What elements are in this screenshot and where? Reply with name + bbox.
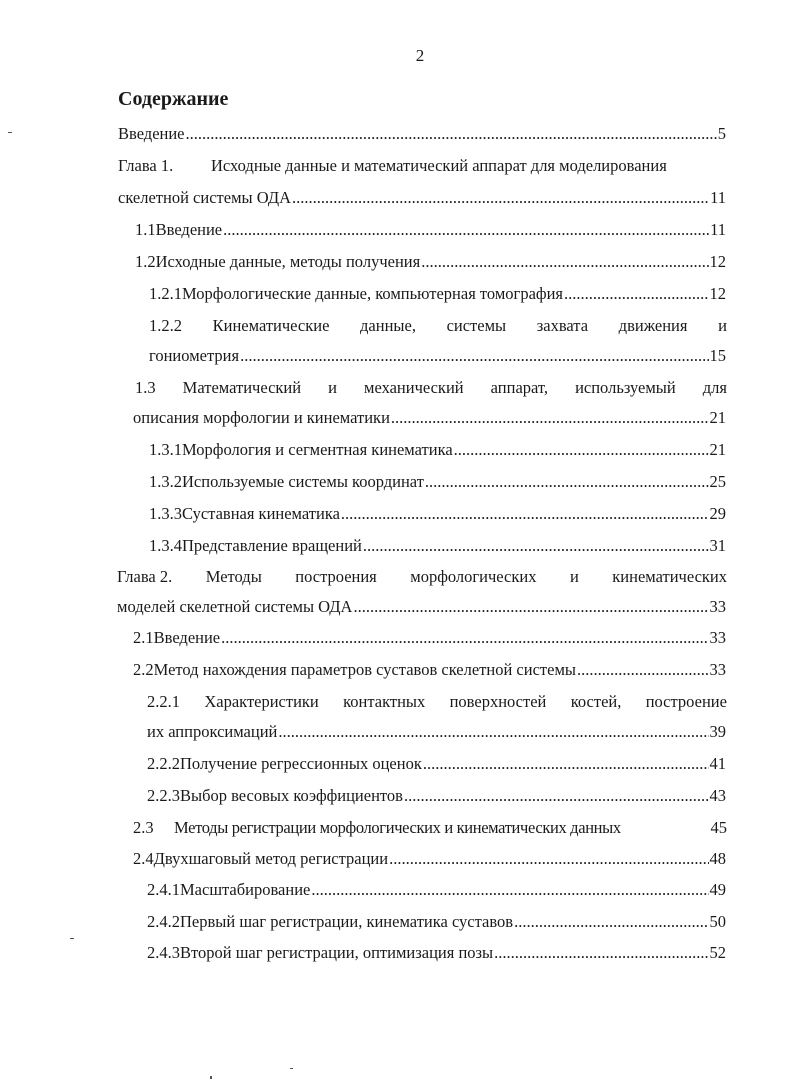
toc-entry-text: Введение <box>155 220 223 239</box>
page-number: 2 <box>415 46 425 65</box>
toc-entry-number: 1.2 <box>135 252 156 271</box>
leader-dots <box>341 504 709 524</box>
toc-entry-number: Глава 1. <box>118 156 174 175</box>
toc-entry-number: 2.4.1 <box>147 880 180 899</box>
toc-entry-page: 31 <box>709 536 726 555</box>
toc-entry-number: 1.3.2 <box>149 472 182 491</box>
leader-dots <box>186 124 717 144</box>
toc-word: захвата <box>536 316 589 335</box>
toc-entry-page: 50 <box>709 912 726 931</box>
scan-speck <box>70 938 74 939</box>
toc-entry-2-2-3 <box>147 786 726 806</box>
toc-entry-text: Двухшаговый метод регистрации <box>153 849 389 868</box>
toc-word: системы <box>446 316 507 335</box>
toc-entry-1-1 <box>135 220 726 240</box>
toc-entry-text: Суставная кинематика <box>182 504 340 523</box>
toc-entry-number: 2.2.1 <box>147 692 180 711</box>
toc-word: морфологических <box>410 567 537 586</box>
leader-dots <box>278 722 708 742</box>
toc-entry-text: описания морфологии и кинематики <box>133 408 390 427</box>
toc-entry-2-4-3 <box>147 943 726 963</box>
leader-dots <box>454 440 709 460</box>
toc-entry-page: 11 <box>710 188 726 207</box>
toc-entry-text: Получение регрессионных оценок <box>180 754 422 773</box>
toc-entry-text: Методы регистрации морфологических и кинематических данных <box>174 818 621 837</box>
toc-entry-1-3-line1 <box>135 378 727 398</box>
toc-entry-page: 21 <box>709 440 726 459</box>
toc-entry-text: Введение <box>153 628 221 647</box>
leader-dots <box>494 943 708 963</box>
toc-word: кинематических <box>612 567 727 586</box>
leader-dots <box>311 880 708 900</box>
toc-word: Методы <box>205 567 262 586</box>
toc-title: Содержание <box>118 88 229 110</box>
toc-word: для <box>702 378 727 397</box>
toc-entry-text: моделей скелетной системы ОДА <box>117 597 353 616</box>
toc-entry-2-3 <box>133 818 727 838</box>
toc-entry-2-4-2 <box>147 912 726 932</box>
toc-entry-text: Морфологические данные, компьютерная томография <box>182 284 563 303</box>
toc-entry-page: 33 <box>709 660 726 679</box>
toc-word: Характеристики <box>204 692 319 711</box>
toc-entry-number: 2.2.2 <box>147 754 180 773</box>
toc-word: построения <box>295 567 377 586</box>
toc-word: и <box>718 316 727 335</box>
leader-dots <box>425 472 709 492</box>
toc-entry-text: Представление вращений <box>182 536 362 555</box>
toc-entry-page: 15 <box>709 346 726 365</box>
toc-entry-text: Исходные данные и математический аппарат для моделирования <box>211 156 667 175</box>
toc-entry-number: 2.4 <box>133 849 154 868</box>
toc-entry-page: 12 <box>709 252 726 271</box>
toc-entry-number: 1.3.4 <box>149 536 182 555</box>
toc-word: Математический <box>182 378 302 397</box>
toc-word: построение <box>645 692 727 711</box>
toc-entry-page: 5 <box>717 124 726 143</box>
toc-word: механический <box>364 378 464 397</box>
toc-word: аппарат, <box>490 378 549 397</box>
toc-entry-text: Масштабирование <box>180 880 311 899</box>
leader-dots <box>292 188 709 208</box>
toc-word: движения <box>618 316 688 335</box>
toc-entry-page: 48 <box>709 849 726 868</box>
toc-entry-2-2-1-line2 <box>147 722 726 742</box>
toc-entry-number: 2.2 <box>133 660 154 679</box>
toc-entry-page: 29 <box>709 504 726 523</box>
leader-dots <box>223 220 709 240</box>
toc-entry-1-2 <box>135 252 726 272</box>
toc-entry-number: 2.3 <box>133 818 154 837</box>
scan-speck <box>290 1068 293 1069</box>
leader-dots <box>421 252 708 272</box>
toc-word: данные, <box>360 316 416 335</box>
toc-entry-text: Второй шаг регистрации, оптимизация позы <box>180 943 494 962</box>
toc-entry-page: 41 <box>709 754 726 773</box>
toc-entry-2-2 <box>133 660 726 680</box>
toc-entry-number: 2.4.3 <box>147 943 180 962</box>
leader-dots <box>404 786 709 806</box>
toc-entry-page: 21 <box>709 408 726 427</box>
toc-entry-page: 33 <box>709 597 726 616</box>
toc-entry-2-2-1-line1 <box>147 692 727 712</box>
toc-word: костей, <box>570 692 622 711</box>
toc-word: поверхностей <box>449 692 547 711</box>
leader-dots <box>514 912 708 932</box>
toc-entry-text: Морфология и сегментная кинематика <box>182 440 453 459</box>
toc-word: используемый <box>575 378 676 397</box>
toc-entry-number: 1.2.1 <box>149 284 182 303</box>
leader-dots <box>353 597 708 617</box>
toc-entry-1-3-line2 <box>133 408 726 428</box>
scan-speck <box>8 132 12 133</box>
toc-entry-text: Используемые системы координат <box>182 472 424 491</box>
leader-dots <box>240 346 708 366</box>
leader-dots <box>391 408 709 428</box>
leader-dots <box>564 284 709 304</box>
toc-entry-number: 1.3 <box>135 378 156 397</box>
toc-entry-chapter-2-line2 <box>117 597 726 617</box>
toc-entry-text: Выбор весовых коэффициентов <box>180 786 403 805</box>
leader-dots <box>363 536 709 556</box>
toc-entry-page: 11 <box>710 220 726 239</box>
toc-entry-1-2-1 <box>149 284 726 304</box>
toc-entry-1-2-2-line1 <box>149 316 727 336</box>
toc-entry-page: 33 <box>709 628 726 647</box>
leader-dots <box>423 754 709 774</box>
toc-entry-2-1 <box>133 628 726 648</box>
toc-entry-number: 2.4.2 <box>147 912 180 931</box>
toc-entry-2-2-2 <box>147 754 726 774</box>
toc-entry-text: Исходные данные, методы получения <box>155 252 421 271</box>
toc-entry-page: 12 <box>709 284 726 303</box>
toc-entry-number: 1.3.3 <box>149 504 182 523</box>
toc-entry-text: Первый шаг регистрации, кинематика суставов <box>180 912 514 931</box>
toc-entry-number: 1.3.1 <box>149 440 182 459</box>
toc-entry-1-3-4 <box>149 536 726 556</box>
toc-entry-text: гониометрия <box>149 346 240 365</box>
toc-entry-page: 43 <box>709 786 726 805</box>
toc-word: контактных <box>343 692 426 711</box>
toc-entry-page: 25 <box>709 472 726 491</box>
toc-word: и <box>328 378 337 397</box>
toc-entry-1-2-2-line2 <box>149 346 726 366</box>
toc-entry-number: 1.2.2 <box>149 316 182 335</box>
toc-entry-text: Метод нахождения параметров суставов скелетной системы <box>153 660 576 679</box>
leader-dots <box>389 849 708 869</box>
toc-entry-text: Введение <box>118 124 185 143</box>
leader-dots <box>221 628 708 648</box>
toc-entry-number: 2.2.3 <box>147 786 180 805</box>
toc-entry-1-3-2 <box>149 472 726 492</box>
toc-entry-page: 52 <box>709 943 726 962</box>
toc-entry-1-3-1 <box>149 440 726 460</box>
toc-entry-chapter-1-line1 <box>118 156 728 176</box>
toc-entry-number: Глава 2. <box>117 567 173 586</box>
toc-entry-chapter-2-line1 <box>117 567 727 587</box>
toc-word: и <box>569 567 579 586</box>
leader-dots <box>577 660 709 680</box>
toc-entry-number: 2.1 <box>133 628 154 647</box>
toc-entry-chapter-1-line2 <box>118 188 726 208</box>
toc-entry-text: их аппроксимаций <box>147 722 278 741</box>
toc-entry-number: 1.1 <box>135 220 156 239</box>
toc-entry-page: 39 <box>709 722 726 741</box>
toc-entry-2-4 <box>133 849 726 869</box>
scan-speck <box>210 1076 212 1079</box>
toc-entry-page: 45 <box>710 818 727 837</box>
toc-entry-2-4-1 <box>147 880 726 900</box>
toc-word: Кинематические <box>212 316 330 335</box>
toc-entry-1-3-3 <box>149 504 726 524</box>
toc-entry-intro <box>118 124 726 144</box>
toc-entry-page: 49 <box>709 880 726 899</box>
toc-entry-text: скелетной системы ОДА <box>118 188 291 207</box>
